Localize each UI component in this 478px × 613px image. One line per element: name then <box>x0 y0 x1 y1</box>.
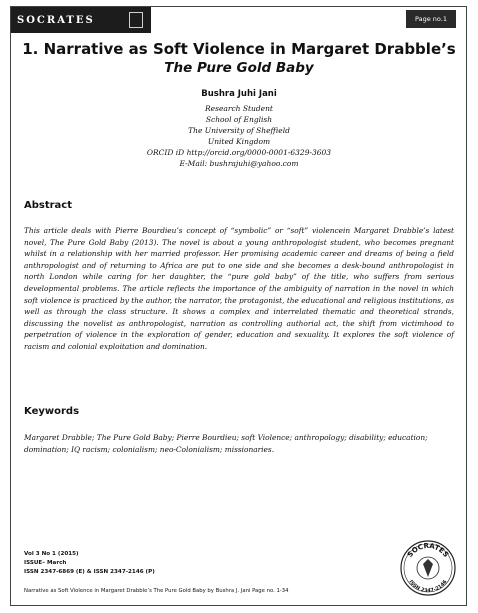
running-footer: Narrative as Soft Violence in Margaret Drabble’s The Pure Gold Baby by Bushra J. Jani Page no. 1-34 <box>24 588 289 594</box>
author-block <box>20 88 458 169</box>
issue-line: ISSUE– March <box>24 559 67 566</box>
journal-seal-icon <box>400 540 456 596</box>
affiliation-university: The University of Sheffield <box>188 126 290 135</box>
affiliation-role: Research Student <box>205 104 273 113</box>
crest-icon <box>129 12 143 28</box>
author-name: Bushra Juhi Jani <box>201 89 277 99</box>
author-email[interactable]: E-Mail: bushrajuhi@yahoo.com <box>179 159 299 168</box>
keywords-heading: Keywords <box>24 406 80 417</box>
abstract-heading: Abstract <box>24 200 73 211</box>
seal-top-text: SOCRATES <box>405 541 451 559</box>
keywords-text: Margaret Drabble; The Pure Gold Baby; Pierre Bourdieu; soft Violence; anthropology; disability; education; domination; IQ racism; colonialism; neo-Colonialism; missionaries. <box>24 433 428 454</box>
affiliation-country: United Kingdom <box>207 137 271 146</box>
issn-line: ISSN 2347-6869 (E) & ISSN 2347-2146 (P) <box>24 568 155 575</box>
seal-bottom-text: ISSN 2347-2146 <box>407 579 449 595</box>
affiliation-school: School of English <box>205 115 273 124</box>
title-book: The Pure Gold Baby <box>164 60 314 76</box>
title-main: 1. Narrative as Soft Violence in Margaret Drabble’s <box>22 40 456 58</box>
journal-header <box>11 7 466 33</box>
orcid-link[interactable]: ORCID iD http://orcid.org/0000-0001-6329-3603 <box>146 148 332 157</box>
volume-line: Vol 3 No 1 (2015) <box>24 551 79 557</box>
issue-info <box>24 550 155 576</box>
journal-name: SOCRATES <box>17 14 95 26</box>
abstract-text: This article deals with Pierre Bourdieu’s concept of “symbolic” or “soft” violencein Margaret Drabble’s latest novel, The Pure Gold Baby (2013). The novel is about a young anthropologist student, who becomes pregnant whilst in a relationship with her married professor. Her promising academic career and dreams of being a field anthropologist and of returning to Africa are put to one side and she becomes a desk-bound anthropologist in north London while caring for her daughter, the “pure gold baby” of the title, who suffers from serious developmental problems. The article reflects the importance of the ambiguity of narration in the novel in which soft violence is practiced by the author, the narrator, the protagonist, the educational and religious institutions, as well as through the class structure. It shows a complex and interrelated thematic and theoretical strands, discussing the novelist as anthropologist, narration as controlling authorial act, the shift from victimhood to perpetration of violence in the exploration of gender, education and sexuality. It explores the soft violence of racism and colonial exploitation and domination. <box>24 226 454 351</box>
journal-logo <box>11 7 151 33</box>
page-number-badge: Page no.1 <box>406 10 456 28</box>
article-title <box>20 40 458 77</box>
